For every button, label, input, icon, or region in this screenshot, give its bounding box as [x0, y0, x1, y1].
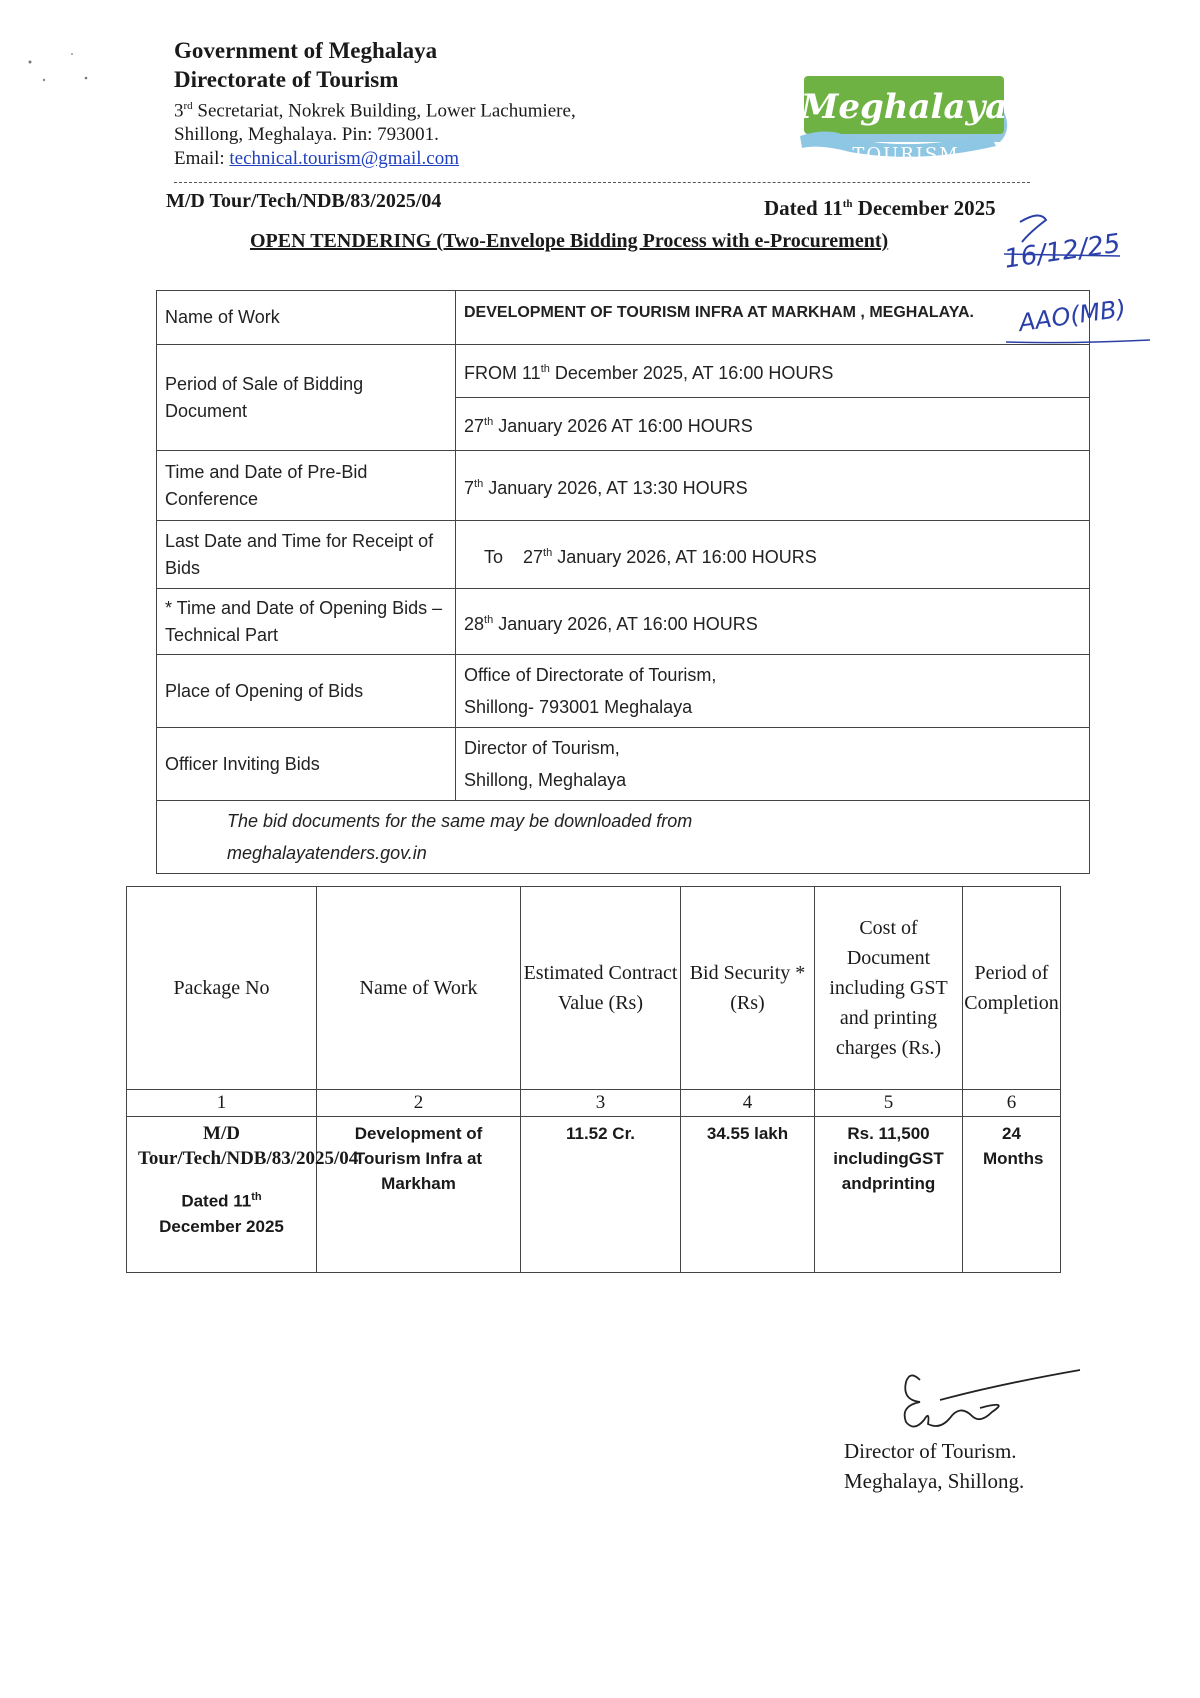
bid-security-cell: 34.55 lakh	[681, 1117, 815, 1273]
table-row	[157, 345, 1090, 398]
table-row	[157, 728, 1090, 801]
table-header-row	[127, 887, 1061, 1090]
government-line: Government of Meghalaya	[174, 38, 438, 63]
package-dated: Dated 11th December 2025	[159, 1191, 284, 1236]
address-line-2: Shillong, Meghalaya. Pin: 793001.	[174, 124, 439, 146]
letterhead	[174, 36, 576, 171]
header-package-no: Package No	[127, 887, 317, 1090]
receipt-value: To 27th January 2026, AT 16:00 HOURS	[456, 521, 1090, 589]
col-number: 2	[317, 1090, 521, 1117]
scan-marks	[20, 40, 100, 100]
header-estimated-value: Estimated Contract Value (Rs)	[521, 887, 681, 1090]
header-bid-security: Bid Security *(Rs)	[681, 887, 815, 1090]
handwritten-date: 16/12/25	[1002, 228, 1123, 275]
place-value: Office of Directorate of Tourism, Shillong- 793001 Meghalaya	[456, 655, 1090, 728]
logo-sub: TOURISM	[852, 144, 960, 165]
handwritten-initials: AAO(MB)	[1017, 294, 1128, 338]
completion-period-cell: 24 Months	[963, 1117, 1061, 1273]
prebid-value: 7th January 2026, AT 13:30 HOURS	[456, 451, 1090, 521]
name-of-work-value: DEVELOPMENT OF TOURISM INFRA AT MARKHAM , MEGHALAYA.	[456, 291, 1090, 345]
name-of-work-label: Name of Work	[157, 291, 456, 345]
email-line: Email: technical.tourism@gmail.com	[174, 148, 460, 170]
opening-label: * Time and Date of Opening Bids – Technical Part	[157, 589, 456, 655]
header-name-of-work: Name of Work	[317, 887, 521, 1090]
signatory-location: Meghalaya, Shillong.	[844, 1469, 1025, 1493]
work-name-cell: Development of Tourism Infra at Markham	[317, 1117, 521, 1273]
table-row	[127, 1117, 1061, 1273]
column-number-row	[127, 1090, 1061, 1117]
tender-notice-table	[156, 290, 1090, 874]
table-row	[157, 291, 1090, 345]
col-number: 5	[815, 1090, 963, 1117]
table-row	[157, 521, 1090, 589]
place-label: Place of Opening of Bids	[157, 655, 456, 728]
col-number: 4	[681, 1090, 815, 1117]
address-line-1: 3rd Secretariat, Nokrek Building, Lower Lachumiere,	[174, 100, 576, 122]
package-no: M/D Tour/Tech/NDB/83/2025/04	[138, 1123, 359, 1169]
estimated-value-cell: 11.52 Cr.	[521, 1117, 681, 1273]
col-number: 3	[521, 1090, 681, 1117]
table-row	[157, 655, 1090, 728]
directorate-line: Directorate of Tourism	[174, 67, 399, 92]
document-cost-cell: Rs. 11,500 includingGST andprinting	[815, 1117, 963, 1273]
signatory-block	[844, 1436, 1024, 1496]
signatory-title: Director of Tourism.	[844, 1439, 1017, 1463]
sale-period-label: Period of Sale of Bidding Document	[157, 345, 456, 451]
download-note: The bid documents for the same may be downloaded from meghalayatenders.gov.in	[157, 801, 1090, 874]
header-cost-of-document: Cost of Document including GST and printing charges (Rs.)	[815, 887, 963, 1090]
header-period-of-completion: Period of Completion	[963, 887, 1061, 1090]
table-row	[157, 589, 1090, 655]
logo-word: Meghalaya	[800, 87, 1008, 127]
tender-title: OPEN TENDERING (Two-Envelope Bidding Process with e-Procurement)	[250, 230, 889, 252]
sale-period-from: FROM 11th December 2025, AT 16:00 HOURS	[456, 345, 1090, 398]
col-number: 1	[127, 1090, 317, 1117]
package-no-cell	[127, 1117, 359, 1273]
col-number: 6	[963, 1090, 1061, 1117]
sale-period-to: 27th January 2026 AT 16:00 HOURS	[456, 398, 1090, 451]
table-row	[157, 451, 1090, 521]
email-link[interactable]: technical.tourism@gmail.com	[229, 148, 460, 170]
table-row	[157, 801, 1090, 874]
package-table	[126, 886, 1061, 1273]
opening-value: 28th January 2026, AT 16:00 HOURS	[456, 589, 1090, 655]
receipt-label: Last Date and Time for Receipt of Bids	[157, 521, 456, 589]
reference-number: M/D Tour/Tech/NDB/83/2025/04	[166, 190, 442, 212]
officer-value: Director of Tourism, Shillong, Meghalaya	[456, 728, 1090, 801]
reference-date: Dated 11th December 2025	[764, 196, 996, 220]
signature	[880, 1360, 1090, 1440]
officer-label: Officer Inviting Bids	[157, 728, 456, 801]
meghalaya-tourism-logo	[790, 72, 1022, 168]
header-divider	[174, 182, 1030, 183]
prebid-label: Time and Date of Pre-Bid Conference	[157, 451, 456, 521]
